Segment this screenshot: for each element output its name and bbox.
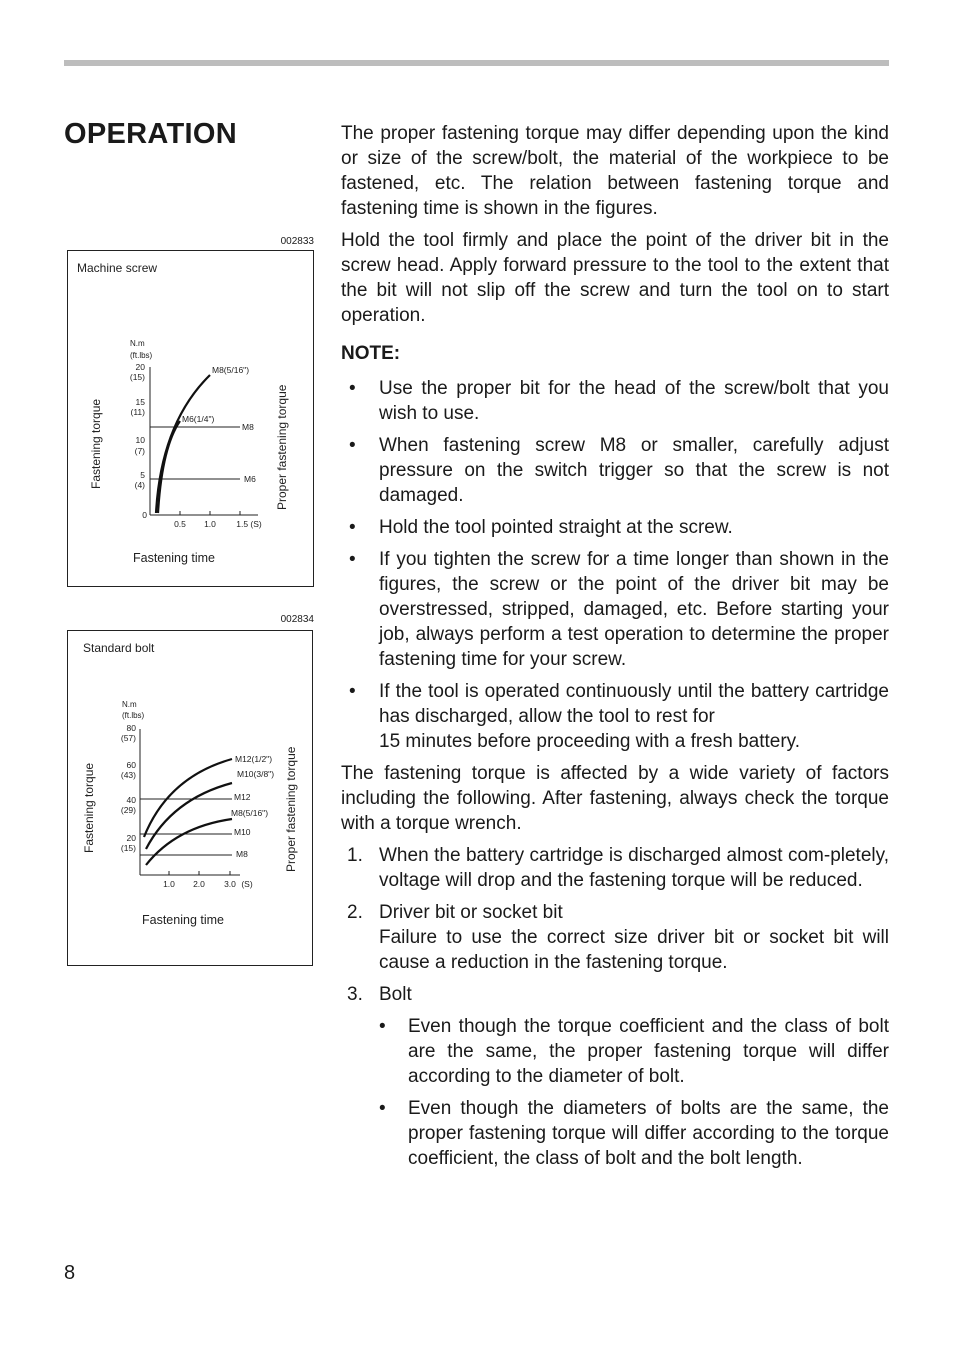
bullet-icon: • xyxy=(349,681,356,702)
bullet-icon: • xyxy=(349,435,356,456)
note-heading: NOTE: xyxy=(341,343,401,364)
item-number: 2. xyxy=(347,902,363,923)
note-item: • If you tighten the screw for a time longer than shown in the figures, the screw or the point of the driver bit may be overstressed, stripped, damaged, etc. Before starting your job, always perform a test operation to determine the proper fastening time for your screw. xyxy=(349,549,889,670)
curve-label-m8: M8(5/16") xyxy=(212,365,250,375)
y-axis-label: Fastening torque xyxy=(89,398,103,489)
right-axis-label: Proper fastening torque xyxy=(275,384,289,510)
item-title: Driver bit or socket bit xyxy=(379,902,563,923)
curve-label-m10: M10(3/8") xyxy=(237,769,275,779)
paragraph-torque-intro: The proper fastening torque may differ depending upon the kind or size of the screw/bolt, the material of the workpiece to be fastened, etc. The relation between fastening torque and fastening time is shown in the figures. xyxy=(341,123,889,219)
factor-list xyxy=(341,843,889,1171)
line-label-m8: M8 xyxy=(236,849,248,859)
y-axis-label: Fastening torque xyxy=(82,762,96,853)
figure-title: Machine screw xyxy=(77,261,158,275)
bullet-icon: • xyxy=(349,378,356,399)
bolt-item: • Even though the torque coefficient and the class of bolt are the same, the proper fastening torque will differ according to the diameter of bolt. xyxy=(379,1016,889,1087)
y-tick-label: 0 xyxy=(142,510,147,520)
y-tick-label: (15) xyxy=(129,372,145,382)
y-tick-label: (7) xyxy=(134,446,145,456)
machine-screw-chart xyxy=(68,251,315,588)
factor-item: 1. When the battery cartridge is discharged almost com-pletely, voltage will drop and the fastening torque will be reduced. xyxy=(347,845,889,891)
line-label-m6: M6 xyxy=(244,474,256,484)
x-axis-label: Fastening time xyxy=(142,913,224,927)
body-column xyxy=(341,121,889,1178)
line-label-m10: M10 xyxy=(234,827,251,837)
bolt-list xyxy=(379,1014,889,1171)
bolt-item: • Even though the diameters of bolts are the same, the proper fastening torque will differ according to the torque coefficient, the class of bolt and the bolt length. xyxy=(379,1098,889,1169)
bullet-icon: • xyxy=(349,549,356,570)
y-tick-label: 20 xyxy=(126,833,136,843)
y-tick-label: 80 xyxy=(126,723,136,733)
factor-item: 2. Driver bit or socket bit Failure to use the correct size driver bit or socket bit will cause a reduction in the fastening torque. xyxy=(347,902,889,973)
y-tick-label: (29) xyxy=(120,805,136,815)
item-title: Bolt xyxy=(379,984,412,1005)
page-title: OPERATION xyxy=(64,118,237,150)
right-axis-label: Proper fastening torque xyxy=(284,746,298,872)
bullet-icon: • xyxy=(349,517,356,538)
y-tick-label: (15) xyxy=(120,843,136,853)
paragraph-hold-tool: Hold the tool firmly and place the point of the driver bit in the screw head. Apply forward pressure to the tool to the extent that the bit will not slip off the screw and turn the tool on to start operation. xyxy=(341,230,889,326)
x-tick-label: 3.0 xyxy=(224,879,236,889)
x-tick-label: 1.0 xyxy=(163,879,175,889)
figure-title: Standard bolt xyxy=(83,641,155,655)
note-list xyxy=(341,376,889,754)
figure-code-1: 002833 xyxy=(280,236,314,247)
curve-m8 xyxy=(156,375,210,513)
y-unit: N.m xyxy=(130,339,145,348)
note-item: • When fastening screw M8 or smaller, carefully adjust pressure on the switch trigger so that the screw is not damaged. xyxy=(349,435,889,506)
y-unit-secondary: (ft.lbs) xyxy=(130,351,153,360)
y-unit: N.m xyxy=(122,700,137,709)
curve-m12 xyxy=(144,759,232,837)
y-tick-label: 5 xyxy=(140,470,145,480)
y-tick-label: 40 xyxy=(126,795,136,805)
y-tick-label: 10 xyxy=(135,435,145,445)
x-axis-label: Fastening time xyxy=(133,551,215,565)
factor-item xyxy=(341,982,889,1171)
item-number: 3. xyxy=(347,984,363,1005)
item-number: 1. xyxy=(347,845,363,866)
x-tick-label: 2.0 xyxy=(193,879,205,889)
y-tick-label: 20 xyxy=(135,362,145,372)
x-tick-label: 0.5 xyxy=(174,519,186,529)
figure-code-2: 002834 xyxy=(280,614,314,625)
note-item: • Hold the tool pointed straight at the screw. xyxy=(349,517,733,538)
bullet-icon: • xyxy=(379,1098,386,1119)
note-item: • If the tool is operated continuously until the battery cartridge has discharged, allow the tool to rest for 15 minutes before proceeding with a fresh battery. xyxy=(349,681,889,752)
y-tick-label: (43) xyxy=(120,770,136,780)
curve-label-m12: M12(1/2") xyxy=(235,754,273,764)
line-label-m8: M8 xyxy=(242,422,254,432)
paragraph-factors: The fastening torque is affected by a wide variety of factors including the following. After fastening, always check the torque with a torque wrench. xyxy=(341,763,889,834)
standard-bolt-chart xyxy=(68,631,314,967)
x-tick-label: 1.5 (S) xyxy=(236,519,262,529)
line-label-m12: M12 xyxy=(234,792,251,802)
bullet-icon: • xyxy=(379,1016,386,1037)
x-tick-label: (S) xyxy=(241,879,253,889)
y-tick-label: (11) xyxy=(130,407,145,417)
y-tick-label: 15 xyxy=(135,397,145,407)
curve-label-m6: M6(1/4") xyxy=(182,414,215,424)
y-tick-label: (4) xyxy=(134,480,145,490)
page-number: 8 xyxy=(64,1262,76,1284)
x-tick-label: 1.0 xyxy=(204,519,216,529)
y-tick-label: (57) xyxy=(120,733,136,743)
curve-label-m8: M8(5/16") xyxy=(231,808,269,818)
figure-machine-screw xyxy=(67,250,314,587)
top-rule xyxy=(64,60,889,66)
y-unit-secondary: (ft.lbs) xyxy=(122,711,145,720)
figure-standard-bolt xyxy=(67,630,313,966)
curve-m10 xyxy=(146,783,232,849)
note-item: • Use the proper bit for the head of the screw/bolt that you wish to use. xyxy=(349,378,889,424)
curve-m8 xyxy=(146,819,232,865)
y-tick-label: 60 xyxy=(126,760,136,770)
